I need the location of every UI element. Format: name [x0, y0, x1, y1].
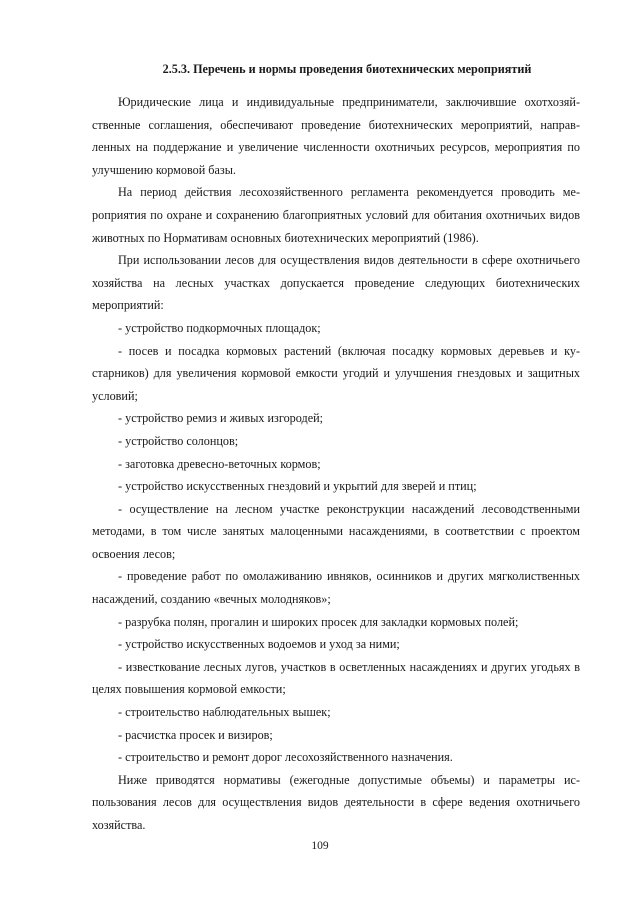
document-page [92, 58, 580, 837]
list-item: - осуществление на лесном участке реконструкции насаждений лесоводственными методами, в том числе занятых малоценными насаждениями, в соответствии с проектом освоения лесов; [92, 501, 580, 561]
list-item: - устройство искусственных водоемов и уход за ними; [118, 637, 400, 652]
list-item: - строительство и ремонт дорог лесохозяйственного назначения. [118, 750, 453, 765]
list-item: - известкование лесных лугов, участков в осветленных насаждениях и других угодьях в целях повышения кормовой емкости; [92, 659, 580, 697]
list-item: - устройство подкормочных площадок; [118, 320, 321, 335]
page-number: 109 [311, 840, 329, 852]
list-item: - расчистка просек и визиров; [118, 727, 273, 742]
list-item: - посев и посадка кормовых растений (включая посадку кормовых деревьев и кустарников) для увеличения кормовой емкости угодий и улучшения гнездовых и защитных условий; [92, 343, 580, 403]
list-item: - проведение работ по омолаживанию ивняков, осинников и других мягколиственных насаждений, созданию «вечных молодняков»; [92, 569, 580, 607]
paragraph-regulation: На период действия лесохозяйственного регламента рекомендуется проводить мероприятия по охране и сохранению благоприятных условий для обитания охотничьих видов животных по Нормативам основных биотехнических мероприятий (1986). [92, 185, 580, 245]
paragraph-intro: Юридические лица и индивидуальные предприниматели, заключившие охотхозяйственные соглашения, обеспечивают проведение биотехнических мероприятий, направленных на поддержание и увеличение численности охотничьих ресурсов, мероприятия по улучшению кормовой базы. [92, 95, 580, 177]
paragraph-measures-lead: При использовании лесов для осуществления видов деятельности в сфере охотничьего хозяйства на лесных участках допускается проведение следующих биотехнических мероприятий: [92, 253, 580, 313]
measures-list [92, 317, 580, 769]
list-item: - разрубка полян, прогалин и широких просек для закладки кормовых полей; [118, 614, 519, 629]
list-item: - устройство ремиз и живых изгородей; [118, 411, 324, 426]
list-item: - устройство искусственных гнездовий и укрытий для зверей и птиц; [118, 479, 477, 494]
paragraph-closing: Ниже приводятся нормативы (ежегодные допустимые объемы) и параметры использования лесов для осуществления видов деятельности в сфере ведения охотничьего хозяйства. [92, 772, 580, 832]
list-item: - строительство наблюдательных вышек; [118, 705, 331, 720]
section-heading: 2.5.3. Перечень и нормы проведения биотехнических мероприятий [162, 62, 532, 76]
list-item: - устройство солонцов; [118, 433, 239, 448]
list-item: - заготовка древесно-веточных кормов; [118, 456, 321, 471]
